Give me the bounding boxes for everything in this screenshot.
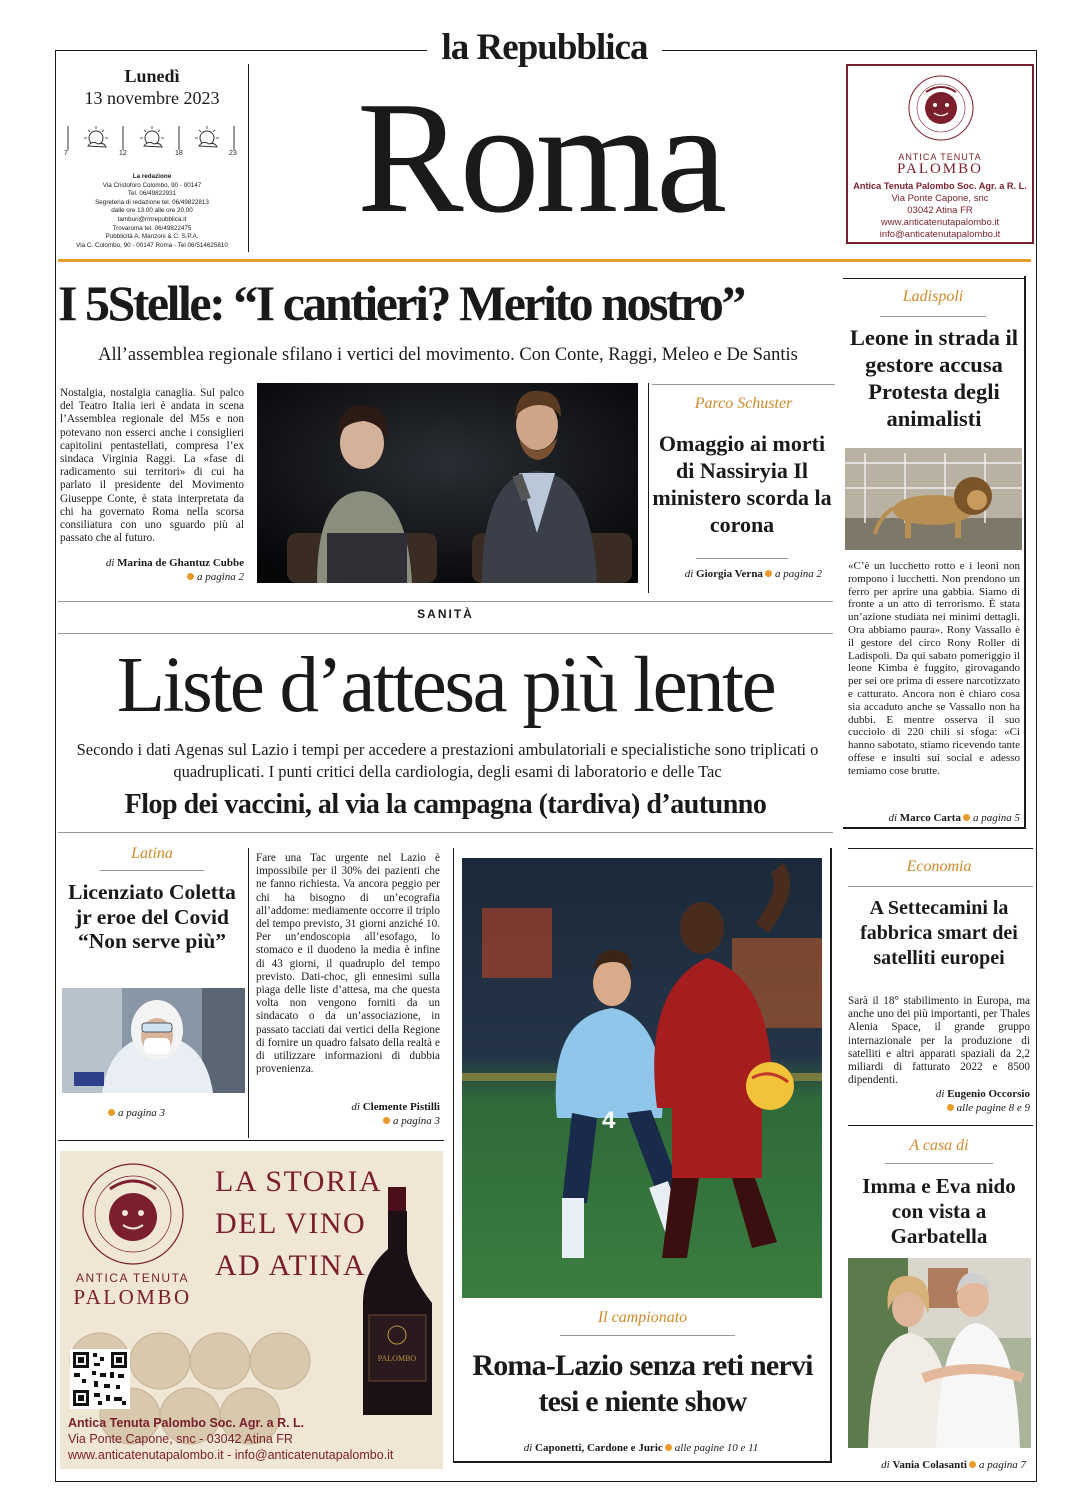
bottom-ad-title-line: DEL VINO: [215, 1207, 367, 1240]
covid-doctor-photo: [62, 988, 245, 1093]
top-ad-web-link[interactable]: www.anticatenutapalombo.it: [880, 217, 1000, 228]
kicker-underline: [848, 886, 1033, 887]
redazione-line: Pubblicità A. Manzoni & C. S.P.A.: [105, 233, 199, 241]
section-rule: [58, 633, 833, 634]
story-divider: [848, 1125, 1033, 1126]
edition-title: Roma: [356, 68, 724, 246]
ladispoli-top-rule: [843, 278, 1026, 279]
lead-headline[interactable]: I 5Stelle: “I cantieri? Merito nostro”: [58, 275, 744, 331]
schuster-kicker: Parco Schuster: [694, 395, 793, 412]
masthead-divider-left: [248, 64, 249, 252]
top-ad-company: Antica Tenuta Palombo Soc. Agr. a R. L.: [853, 181, 1027, 191]
lead-author: Marina de Ghantuz Cubbe: [117, 557, 244, 569]
campionato-author: Caponetti, Cardone e Juric: [535, 1442, 663, 1454]
top-ad-logo-line2: PALOMBO: [897, 161, 983, 177]
kicker-underline: [560, 1335, 735, 1336]
derby-photo: [462, 858, 822, 1298]
sanita-section-label: SANITÀ: [417, 607, 474, 621]
economia-top-rule: [848, 848, 1033, 849]
bottom-ad-title-line: LA STORIA: [215, 1165, 383, 1198]
schuster-author: Giorgia Verna: [696, 568, 763, 580]
sanita-author: Clemente Pistilli: [362, 1101, 440, 1113]
lead-photo: [257, 383, 638, 583]
bullet-icon: [187, 573, 194, 580]
casa-byline[interactable]: di Vania Colasanti a pagina 7: [881, 1459, 1026, 1471]
sanita-second-headline[interactable]: Flop dei vaccini, al via la campagna (tardiva) d’autunno: [124, 789, 767, 820]
lead-pageref[interactable]: a pagina 2: [60, 571, 244, 583]
redazione-line: Trovaroma tel. 06/49822475: [112, 224, 192, 232]
kicker-underline: [880, 316, 986, 317]
redazione-line: dalle ore 13.00 alle ore 20.00: [111, 207, 193, 215]
bottom-ad-company: Antica Tenuta Palombo Soc. Agr. a R. L.: [68, 1416, 305, 1430]
lead-by: di: [105, 557, 115, 569]
weather-hour: 18: [175, 150, 183, 157]
redazione-line: Via Cristoforo Colombo, 90 - 00147: [102, 181, 202, 189]
ladispoli-byline[interactable]: di Marco Carta a pagina 5: [888, 812, 1020, 824]
day-label: Lunedì: [124, 66, 180, 86]
redazione-line: tamburi@rmrepubblica.it: [117, 215, 187, 223]
sanita-pageref[interactable]: a pagina 3: [256, 1115, 440, 1127]
sanita-subhead: Secondo i dati Agenas sul Lazio i tempi per accedere a prestazioni ambulatoriali e specialistiche sono triplicati o quadruplicati. I punti critici della cardiologia, degli esami di laboratorio e delle Tac: [76, 740, 819, 781]
casa-headline[interactable]: Imma e Eva nido con vista a Garbatella: [862, 1174, 1016, 1248]
column-divider: [248, 848, 249, 1138]
economia-body: Sarà il 18° stabilimento in Europa, ma anche uno dei più importanti, per Thales Alenia Space, il grande gruppo internazionale per la produzione di satelliti e altri apparati spaziali da 2,2 miliardi di fatturato 2022 e 8500 dipendenti.: [848, 995, 1030, 1087]
qr-code-icon[interactable]: [70, 1349, 130, 1409]
weather-hour: 23: [229, 150, 237, 157]
top-advertisement[interactable]: [846, 64, 1034, 244]
bullet-icon: [765, 570, 772, 577]
redazione-box: [62, 173, 242, 250]
lead-byline: [60, 557, 244, 569]
schuster-headline[interactable]: Omaggio ai morti di Nassiryia Il ministero scorda la corona: [652, 431, 832, 537]
shirt-number: 4: [602, 1107, 616, 1134]
weather-hour: 12: [119, 150, 127, 157]
bottle-label: PALOMBO: [377, 1354, 417, 1363]
frame-bottom: [55, 1481, 1037, 1482]
bullet-icon: [383, 1117, 390, 1124]
weather-strip: [64, 122, 244, 162]
weather-hour: 7: [64, 150, 68, 157]
top-ad-address1: Via Ponte Capone, snc: [891, 193, 989, 204]
sanita-body: Fare una Tac urgente nel Lazio è impossibile per il 30% dei pazienti che ne fanno richiesta. Va ancora peggio per chi ha bisogno di un’ecografia all’addome: mediamente occorre il triplo del tempo previsto, 31 giorni anziché 10. Per un’endoscopia all’esofago, lo stomaco e il duodeno la media è infine di 43 giorni, il quadruplo del tempo previsto. Dati-choc, gli ennesimi sulla piaga delle liste d’attesa, ma che questa volta non vengono forniti da un sindacato o da un’associazione, in passato tacciati dai vertici della Regione di fornire un quadro falsato della realtà e di utilizzare informazioni di dubbia provenienza.: [256, 852, 440, 1076]
masthead-rule-left: [55, 50, 427, 51]
redazione-line: Tel. 06/49822931: [127, 190, 177, 198]
latina-headline[interactable]: Licenziato Coletta jr eroe del Covid “Non serve più”: [68, 880, 236, 953]
sanita-headline[interactable]: Liste d’attesa più lente: [116, 642, 775, 729]
bullet-icon: [665, 1444, 672, 1451]
ladispoli-kicker: Ladispoli: [902, 288, 964, 305]
bottom-ad-title-line: AD ATINA: [215, 1249, 367, 1282]
ladispoli-body: «C’è un lucchetto rotto e i leoni non rompono i lucchetti. Non prendono un ferro per aprire una gabbia. Siamo di fronte a un atto di terrorismo. È stata un’azione studiata nei minimi dettagli. Ora abbiamo paura». Rony Vassallo è il gestore del circo Rony Roller di Ladispoli. Da qui sabato pomeriggio il leone Kimba è fuggito, girovagando per sei ore prima di essere narcotizzato e catturato. Ancora non è chiaro cosa sia accaduto anche se Vassallo non ha dubbi. E mentre osserva il suo cucciolo di 220 chili si sfoga: «Ci hanno sabotato, stiamo ricevendo tante offese e insulti sui social e adesso temiamo cose brutte.: [848, 560, 1020, 777]
top-ad-email-link[interactable]: info@anticatenutapalombo.it: [879, 229, 1001, 240]
casa-author: Vania Colasanti: [892, 1459, 967, 1471]
top-ad-logo-line1: ANTICA TENUTA: [898, 152, 982, 162]
frame-right: [1036, 50, 1037, 1482]
bullet-icon: [108, 1109, 115, 1116]
economia-kicker: Economia: [906, 858, 972, 875]
imma-eva-photo: [848, 1258, 1031, 1448]
top-ad-address2: 03042 Atina FR: [907, 205, 973, 216]
bottom-advertisement[interactable]: [60, 1151, 443, 1469]
bullet-icon: [969, 1461, 976, 1468]
bottom-ad-contacts-link[interactable]: www.anticatenutapalombo.it - info@anticatenutapalombo.it: [68, 1448, 394, 1462]
ladispoli-headline[interactable]: Leone in strada il gestore accusa Protesta degli animalisti: [849, 325, 1019, 431]
economia-pageref[interactable]: alle pagine 8 e 9: [848, 1102, 1030, 1114]
economia-byline: di Eugenio Occorsio: [935, 1088, 1030, 1100]
frame-left: [55, 50, 56, 1482]
section-rule: [58, 601, 833, 602]
bottom-ad-logo-line2: PALOMBO: [73, 1285, 192, 1309]
wine-bottle-icon: [355, 1187, 440, 1419]
paper-name: la Repubblica: [441, 27, 648, 68]
schuster-byline[interactable]: di Giorgia Verna a pagina 2: [684, 568, 822, 580]
redazione-line: Via C. Colombo, 90 - 00147 Roma - Tel 06/514625810: [76, 241, 228, 249]
kicker-rule-top: [652, 384, 835, 385]
column-divider: [648, 383, 649, 593]
sanita-byline: di Clemente Pistilli: [351, 1101, 440, 1113]
bottom-ad-logo-line1: ANTICA TENUTA: [75, 1271, 190, 1285]
redazione-line: Segreteria di redazione tel. 06/49822813: [95, 198, 209, 206]
lead-body: Nostalgia, nostalgia canaglia. Sul palco del Teatro Italia ieri è andata in scena l’Assemblea regionale del M5s e non potevano non esserci anche i consiglieri capitolini pentastellati, compresa l’ex sindaca Virginia Raggi. La «fase di radicamento sui territori» di cui ha parlato il presidente del Movimento Giuseppe Conte, è stata interpretata da chi ha governato Roma nella scorsa consiliatura con uno sguardo più al passato che al futuro.: [60, 387, 244, 545]
bottom-ad-address: Via Ponte Capone, snc - 03042 Atina FR: [68, 1432, 293, 1446]
economia-headline[interactable]: A Settecamini la fabbrica smart dei satelliti europei: [860, 897, 1018, 969]
latina-kicker: Latina: [131, 845, 173, 862]
kicker-underline: [885, 1163, 993, 1164]
section-rule: [58, 832, 833, 833]
ad-top-rule: [58, 1140, 444, 1141]
palombo-seal-icon: [78, 1159, 188, 1269]
economia-author: Eugenio Occorsio: [947, 1088, 1030, 1100]
masthead-rule-right: [662, 50, 1037, 51]
redazione-title: La redazione: [132, 173, 172, 180]
casa-kicker: A casa di: [909, 1137, 969, 1154]
campionato-byline[interactable]: di Caponetti, Cardone e Juric alle pagine 10 e 11: [523, 1442, 759, 1454]
campionato-headline[interactable]: Roma-Lazio senza reti nervi tesi e niente show: [472, 1349, 813, 1418]
lion-photo: [845, 448, 1022, 550]
palombo-seal-icon: [906, 70, 976, 150]
date-label: 13 novembre 2023: [84, 88, 220, 108]
latina-pageref[interactable]: a pagina 3: [58, 1107, 213, 1119]
bullet-icon: [947, 1104, 954, 1111]
bullet-icon: [963, 814, 970, 821]
lead-subhead: All’assemblea regionale sfilano i vertici del movimento. Con Conte, Raggi, Meleo e De Santis: [98, 345, 798, 365]
ladispoli-author: Marco Carta: [899, 812, 961, 824]
campionato-kicker: Il campionato: [597, 1309, 688, 1326]
story-end-rule: [696, 558, 788, 559]
masthead-accent-rule: [58, 259, 1031, 262]
kicker-underline: [100, 870, 204, 871]
